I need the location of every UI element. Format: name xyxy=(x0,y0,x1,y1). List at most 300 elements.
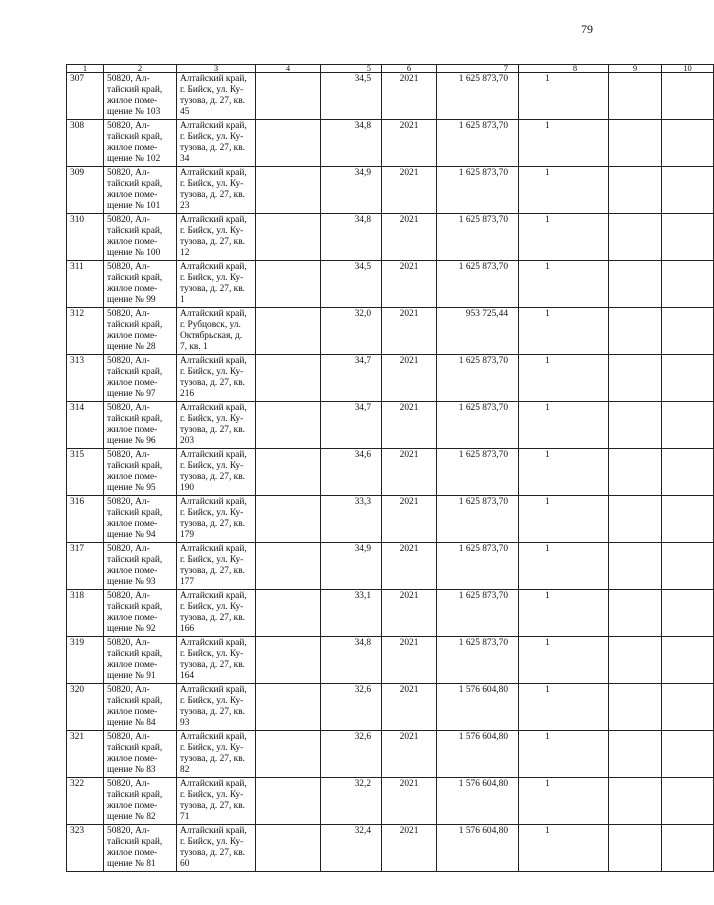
column-9-cell xyxy=(609,449,662,496)
column-10-cell xyxy=(662,120,714,167)
cost-cell-text: 1 625 873,70 xyxy=(458,591,508,601)
year-cell-text: 2021 xyxy=(399,403,419,413)
row-number-cell-text: 323 xyxy=(70,826,85,836)
address-cell xyxy=(177,825,256,872)
quantity-cell-text: 1 xyxy=(545,356,550,366)
year-cell xyxy=(382,449,437,496)
object-name-cell-text: 50820, Ал- тайский край, жилое поме- щение № 94 xyxy=(107,497,163,540)
column-9-cell xyxy=(609,355,662,402)
year-cell xyxy=(382,214,437,261)
column-10-cell xyxy=(662,590,714,637)
cost-cell xyxy=(437,355,519,402)
column-9-cell xyxy=(609,543,662,590)
object-name-cell xyxy=(104,261,177,308)
quantity-cell-text: 1 xyxy=(545,685,550,695)
area-cell xyxy=(321,355,382,402)
table-row xyxy=(67,825,714,872)
row-number-cell-text: 315 xyxy=(70,450,85,460)
quantity-cell xyxy=(519,543,609,590)
quantity-cell xyxy=(519,731,609,778)
quantity-cell xyxy=(519,449,609,496)
year-cell xyxy=(382,825,437,872)
row-number-cell xyxy=(67,449,104,496)
quantity-cell-text: 1 xyxy=(545,497,550,507)
quantity-cell-text: 1 xyxy=(545,732,550,742)
area-cell xyxy=(321,73,382,120)
column-4-cell xyxy=(256,825,321,872)
year-cell-text: 2021 xyxy=(399,685,419,695)
column-10-cell xyxy=(662,261,714,308)
area-cell-text: 32,2 xyxy=(354,779,371,789)
row-number-cell-text: 312 xyxy=(70,309,85,319)
quantity-cell xyxy=(519,261,609,308)
address-cell xyxy=(177,402,256,449)
column-4-cell xyxy=(256,355,321,402)
object-name-cell xyxy=(104,543,177,590)
area-cell-text: 34,5 xyxy=(354,74,371,84)
year-cell-text: 2021 xyxy=(399,779,419,789)
quantity-cell-text: 1 xyxy=(545,215,550,225)
quantity-cell-text: 1 xyxy=(545,826,550,836)
quantity-cell xyxy=(519,355,609,402)
address-cell xyxy=(177,261,256,308)
row-number-cell-text: 318 xyxy=(70,591,85,601)
object-name-cell-text: 50820, Ал- тайский край, жилое поме- щение № 92 xyxy=(107,591,163,634)
year-cell-text: 2021 xyxy=(399,74,419,84)
area-cell xyxy=(321,778,382,825)
row-number-cell xyxy=(67,261,104,308)
cost-cell xyxy=(437,261,519,308)
year-cell-text: 2021 xyxy=(399,309,419,319)
address-cell xyxy=(177,684,256,731)
table-row xyxy=(67,120,714,167)
year-cell-text: 2021 xyxy=(399,168,419,178)
area-cell-text: 32,4 xyxy=(354,826,371,836)
object-name-cell xyxy=(104,825,177,872)
column-4-cell xyxy=(256,637,321,684)
cost-cell-text: 1 625 873,70 xyxy=(458,497,508,507)
area-cell xyxy=(321,543,382,590)
cost-cell xyxy=(437,825,519,872)
column-4-cell xyxy=(256,167,321,214)
address-cell xyxy=(177,731,256,778)
area-cell xyxy=(321,308,382,355)
year-cell-text: 2021 xyxy=(399,121,419,131)
row-number-cell-text: 309 xyxy=(70,168,85,178)
table-row xyxy=(67,449,714,496)
area-cell-text: 34,8 xyxy=(354,638,371,648)
cost-cell xyxy=(437,543,519,590)
cost-cell xyxy=(437,778,519,825)
column-9-cell xyxy=(609,167,662,214)
column-10-cell xyxy=(662,778,714,825)
object-name-cell xyxy=(104,449,177,496)
column-10-cell xyxy=(662,731,714,778)
area-cell xyxy=(321,449,382,496)
year-cell-text: 2021 xyxy=(399,450,419,460)
column-10-cell xyxy=(662,543,714,590)
column-header: 1 xyxy=(67,65,104,73)
quantity-cell-text: 1 xyxy=(545,638,550,648)
quantity-cell-text: 1 xyxy=(545,450,550,460)
address-cell-text: Алтайский край, г. Бийск, ул. Ку- тузова, д. 27, кв. 93 xyxy=(180,685,247,728)
cost-cell-text: 1 576 604,80 xyxy=(458,779,508,789)
row-number-cell xyxy=(67,120,104,167)
quantity-cell xyxy=(519,120,609,167)
address-cell-text: Алтайский край, г. Бийск, ул. Ку- тузова, д. 27, кв. 1 xyxy=(180,262,247,305)
quantity-cell xyxy=(519,496,609,543)
object-name-cell xyxy=(104,214,177,261)
row-number-cell xyxy=(67,684,104,731)
area-cell xyxy=(321,731,382,778)
area-cell-text: 34,5 xyxy=(354,262,371,272)
object-name-cell-text: 50820, Ал- тайский край, жилое поме- щение № 91 xyxy=(107,638,163,681)
quantity-cell-text: 1 xyxy=(545,403,550,413)
address-cell xyxy=(177,778,256,825)
column-10-cell xyxy=(662,308,714,355)
address-cell xyxy=(177,355,256,402)
object-name-cell xyxy=(104,778,177,825)
object-name-cell xyxy=(104,355,177,402)
object-name-cell-text: 50820, Ал- тайский край, жилое поме- щение № 97 xyxy=(107,356,163,399)
area-cell xyxy=(321,496,382,543)
year-cell-text: 2021 xyxy=(399,356,419,366)
row-number-cell xyxy=(67,778,104,825)
column-4-cell xyxy=(256,214,321,261)
column-9-cell xyxy=(609,308,662,355)
column-header: 3 xyxy=(177,65,256,73)
row-number-cell-text: 316 xyxy=(70,497,85,507)
address-cell-text: Алтайский край, г. Бийск, ул. Ку- тузова, д. 27, кв. 12 xyxy=(180,215,247,258)
row-number-cell xyxy=(67,214,104,261)
area-cell-text: 32,6 xyxy=(354,732,371,742)
address-cell xyxy=(177,214,256,261)
table-body xyxy=(67,73,714,872)
table-row xyxy=(67,214,714,261)
table-row xyxy=(67,308,714,355)
area-cell xyxy=(321,684,382,731)
cost-cell xyxy=(437,590,519,637)
address-cell xyxy=(177,449,256,496)
column-header: 10 xyxy=(662,65,714,73)
column-10-cell xyxy=(662,214,714,261)
area-cell-text: 34,8 xyxy=(354,215,371,225)
quantity-cell xyxy=(519,308,609,355)
object-name-cell-text: 50820, Ал- тайский край, жилое поме- щение № 101 xyxy=(107,168,163,211)
row-number-cell xyxy=(67,402,104,449)
table-row xyxy=(67,637,714,684)
quantity-cell xyxy=(519,637,609,684)
area-cell xyxy=(321,590,382,637)
column-9-cell xyxy=(609,120,662,167)
column-4-cell xyxy=(256,449,321,496)
year-cell-text: 2021 xyxy=(399,732,419,742)
year-cell-text: 2021 xyxy=(399,544,419,554)
row-number-cell-text: 319 xyxy=(70,638,85,648)
cost-cell-text: 1 625 873,70 xyxy=(458,356,508,366)
address-cell-text: Алтайский край, г. Рубцовск, ул. Октябрьская, д. 7, кв. 1 xyxy=(180,309,247,352)
year-cell xyxy=(382,590,437,637)
column-10-cell xyxy=(662,496,714,543)
area-cell-text: 34,7 xyxy=(354,403,371,413)
row-number-cell-text: 321 xyxy=(70,732,85,742)
cost-cell-text: 1 625 873,70 xyxy=(458,638,508,648)
cost-cell xyxy=(437,402,519,449)
table-row xyxy=(67,731,714,778)
area-cell xyxy=(321,637,382,684)
object-name-cell-text: 50820, Ал- тайский край, жилое поме- щение № 28 xyxy=(107,309,163,352)
object-name-cell xyxy=(104,731,177,778)
area-cell-text: 33,3 xyxy=(354,497,371,507)
address-cell xyxy=(177,496,256,543)
column-4-cell xyxy=(256,261,321,308)
row-number-cell xyxy=(67,590,104,637)
area-cell-text: 32,6 xyxy=(354,685,371,695)
cost-cell-text: 953 725,44 xyxy=(465,309,508,319)
quantity-cell-text: 1 xyxy=(545,121,550,131)
year-cell xyxy=(382,402,437,449)
quantity-cell-text: 1 xyxy=(545,779,550,789)
area-cell xyxy=(321,214,382,261)
area-cell-text: 34,6 xyxy=(354,450,371,460)
cost-cell xyxy=(437,449,519,496)
object-name-cell xyxy=(104,684,177,731)
row-number-cell-text: 311 xyxy=(70,262,84,272)
cost-cell xyxy=(437,637,519,684)
object-name-cell xyxy=(104,496,177,543)
address-cell-text: Алтайский край, г. Бийск, ул. Ку- тузова, д. 27, кв. 190 xyxy=(180,450,247,493)
quantity-cell xyxy=(519,402,609,449)
row-number-cell xyxy=(67,167,104,214)
cost-cell xyxy=(437,684,519,731)
object-name-cell xyxy=(104,120,177,167)
address-cell-text: Алтайский край, г. Бийск, ул. Ку- тузова, д. 27, кв. 82 xyxy=(180,732,247,775)
row-number-cell-text: 317 xyxy=(70,544,85,554)
object-name-cell-text: 50820, Ал- тайский край, жилое поме- щение № 84 xyxy=(107,685,163,728)
address-cell xyxy=(177,637,256,684)
column-9-cell xyxy=(609,590,662,637)
cost-cell xyxy=(437,167,519,214)
year-cell xyxy=(382,167,437,214)
address-cell xyxy=(177,543,256,590)
row-number-cell xyxy=(67,73,104,120)
column-header: 2 xyxy=(104,65,177,73)
row-number-cell-text: 307 xyxy=(70,74,85,84)
object-name-cell-text: 50820, Ал- тайский край, жилое поме- щение № 102 xyxy=(107,121,163,164)
column-header: 9 xyxy=(609,65,662,73)
quantity-cell-text: 1 xyxy=(545,309,550,319)
object-name-cell-text: 50820, Ал- тайский край, жилое поме- щение № 81 xyxy=(107,826,163,869)
column-10-cell xyxy=(662,637,714,684)
column-4-cell xyxy=(256,402,321,449)
row-number-cell xyxy=(67,496,104,543)
column-9-cell xyxy=(609,261,662,308)
row-number-cell-text: 320 xyxy=(70,685,85,695)
column-header: 4 xyxy=(256,65,321,73)
table-row xyxy=(67,496,714,543)
year-cell xyxy=(382,731,437,778)
year-cell xyxy=(382,73,437,120)
object-name-cell-text: 50820, Ал- тайский край, жилое поме- щение № 96 xyxy=(107,403,163,446)
address-cell xyxy=(177,167,256,214)
area-cell xyxy=(321,167,382,214)
address-cell-text: Алтайский край, г. Бийск, ул. Ку- тузова, д. 27, кв. 203 xyxy=(180,403,247,446)
column-4-cell xyxy=(256,731,321,778)
quantity-cell xyxy=(519,825,609,872)
row-number-cell xyxy=(67,825,104,872)
table-header-row xyxy=(67,65,714,73)
area-cell-text: 34,8 xyxy=(354,121,371,131)
column-9-cell xyxy=(609,402,662,449)
column-9-cell xyxy=(609,637,662,684)
address-cell xyxy=(177,308,256,355)
quantity-cell xyxy=(519,684,609,731)
year-cell-text: 2021 xyxy=(399,262,419,272)
cost-cell-text: 1 576 604,80 xyxy=(458,732,508,742)
year-cell-text: 2021 xyxy=(399,591,419,601)
quantity-cell xyxy=(519,590,609,637)
row-number-cell-text: 310 xyxy=(70,215,85,225)
property-registry-table xyxy=(66,64,714,872)
cost-cell-text: 1 576 604,80 xyxy=(458,826,508,836)
column-4-cell xyxy=(256,73,321,120)
address-cell-text: Алтайский край, г. Бийск, ул. Ку- тузова, д. 27, кв. 23 xyxy=(180,168,247,211)
area-cell-text: 34,9 xyxy=(354,168,371,178)
cost-cell xyxy=(437,496,519,543)
quantity-cell xyxy=(519,214,609,261)
year-cell xyxy=(382,543,437,590)
column-10-cell xyxy=(662,825,714,872)
object-name-cell xyxy=(104,308,177,355)
object-name-cell-text: 50820, Ал- тайский край, жилое поме- щение № 82 xyxy=(107,779,163,822)
object-name-cell-text: 50820, Ал- тайский край, жилое поме- щение № 103 xyxy=(107,74,163,117)
column-header: 5 xyxy=(321,65,382,73)
quantity-cell-text: 1 xyxy=(545,591,550,601)
cost-cell-text: 1 625 873,70 xyxy=(458,215,508,225)
column-4-cell xyxy=(256,496,321,543)
column-4-cell xyxy=(256,684,321,731)
row-number-cell xyxy=(67,637,104,684)
cost-cell-text: 1 625 873,70 xyxy=(458,121,508,131)
row-number-cell-text: 308 xyxy=(70,121,85,131)
address-cell-text: Алтайский край, г. Бийск, ул. Ку- тузова, д. 27, кв. 34 xyxy=(180,121,247,164)
page-number: 79 xyxy=(581,22,593,36)
row-number-cell xyxy=(67,543,104,590)
quantity-cell-text: 1 xyxy=(545,168,550,178)
column-10-cell xyxy=(662,355,714,402)
column-9-cell xyxy=(609,214,662,261)
area-cell xyxy=(321,402,382,449)
object-name-cell-text: 50820, Ал- тайский край, жилое поме- щение № 83 xyxy=(107,732,163,775)
table-row xyxy=(67,590,714,637)
object-name-cell xyxy=(104,167,177,214)
cost-cell-text: 1 625 873,70 xyxy=(458,262,508,272)
cost-cell xyxy=(437,120,519,167)
column-header: 8 xyxy=(519,65,609,73)
address-cell-text: Алтайский край, г. Бийск, ул. Ку- тузова, д. 27, кв. 45 xyxy=(180,74,247,117)
cost-cell-text: 1 625 873,70 xyxy=(458,168,508,178)
table-row xyxy=(67,684,714,731)
cost-cell xyxy=(437,73,519,120)
column-9-cell xyxy=(609,731,662,778)
cost-cell xyxy=(437,731,519,778)
cost-cell xyxy=(437,308,519,355)
cost-cell-text: 1 576 604,80 xyxy=(458,685,508,695)
object-name-cell xyxy=(104,73,177,120)
table-row xyxy=(67,402,714,449)
table-row xyxy=(67,73,714,120)
area-cell-text: 34,9 xyxy=(354,544,371,554)
year-cell xyxy=(382,261,437,308)
object-name-cell-text: 50820, Ал- тайский край, жилое поме- щение № 93 xyxy=(107,544,163,587)
quantity-cell-text: 1 xyxy=(545,74,550,84)
column-10-cell xyxy=(662,167,714,214)
column-10-cell xyxy=(662,73,714,120)
year-cell-text: 2021 xyxy=(399,497,419,507)
year-cell-text: 2021 xyxy=(399,215,419,225)
cost-cell-text: 1 625 873,70 xyxy=(458,544,508,554)
area-cell-text: 32,0 xyxy=(354,309,371,319)
table-row xyxy=(67,543,714,590)
year-cell-text: 2021 xyxy=(399,826,419,836)
object-name-cell-text: 50820, Ал- тайский край, жилое поме- щение № 99 xyxy=(107,262,163,305)
address-cell xyxy=(177,120,256,167)
table-row xyxy=(67,167,714,214)
object-name-cell xyxy=(104,402,177,449)
column-header: 6 xyxy=(382,65,437,73)
area-cell xyxy=(321,261,382,308)
column-9-cell xyxy=(609,684,662,731)
row-number-cell-text: 322 xyxy=(70,779,85,789)
address-cell-text: Алтайский край, г. Бийск, ул. Ку- тузова, д. 27, кв. 177 xyxy=(180,544,247,587)
row-number-cell-text: 314 xyxy=(70,403,85,413)
area-cell-text: 34,7 xyxy=(354,356,371,366)
object-name-cell xyxy=(104,590,177,637)
column-4-cell xyxy=(256,543,321,590)
column-9-cell xyxy=(609,825,662,872)
cost-cell-text: 1 625 873,70 xyxy=(458,74,508,84)
area-cell-text: 33,1 xyxy=(354,591,371,601)
table-row xyxy=(67,261,714,308)
object-name-cell-text: 50820, Ал- тайский край, жилое поме- щение № 95 xyxy=(107,450,163,493)
column-9-cell xyxy=(609,496,662,543)
row-number-cell xyxy=(67,355,104,402)
object-name-cell-text: 50820, Ал- тайский край, жилое поме- щение № 100 xyxy=(107,215,163,258)
area-cell xyxy=(321,120,382,167)
quantity-cell-text: 1 xyxy=(545,262,550,272)
table-row xyxy=(67,778,714,825)
column-9-cell xyxy=(609,778,662,825)
row-number-cell-text: 313 xyxy=(70,356,85,366)
address-cell-text: Алтайский край, г. Бийск, ул. Ку- тузова, д. 27, кв. 60 xyxy=(180,826,247,869)
address-cell-text: Алтайский край, г. Бийск, ул. Ку- тузова, д. 27, кв. 71 xyxy=(180,779,247,822)
column-10-cell xyxy=(662,449,714,496)
column-10-cell xyxy=(662,684,714,731)
column-10-cell xyxy=(662,402,714,449)
column-9-cell xyxy=(609,73,662,120)
area-cell xyxy=(321,825,382,872)
table-row xyxy=(67,355,714,402)
column-4-cell xyxy=(256,120,321,167)
object-name-cell xyxy=(104,637,177,684)
address-cell xyxy=(177,590,256,637)
column-4-cell xyxy=(256,778,321,825)
row-number-cell xyxy=(67,308,104,355)
year-cell xyxy=(382,355,437,402)
address-cell-text: Алтайский край, г. Бийск, ул. Ку- тузова, д. 27, кв. 216 xyxy=(180,356,247,399)
address-cell xyxy=(177,73,256,120)
address-cell-text: Алтайский край, г. Бийск, ул. Ку- тузова, д. 27, кв. 179 xyxy=(180,497,247,540)
